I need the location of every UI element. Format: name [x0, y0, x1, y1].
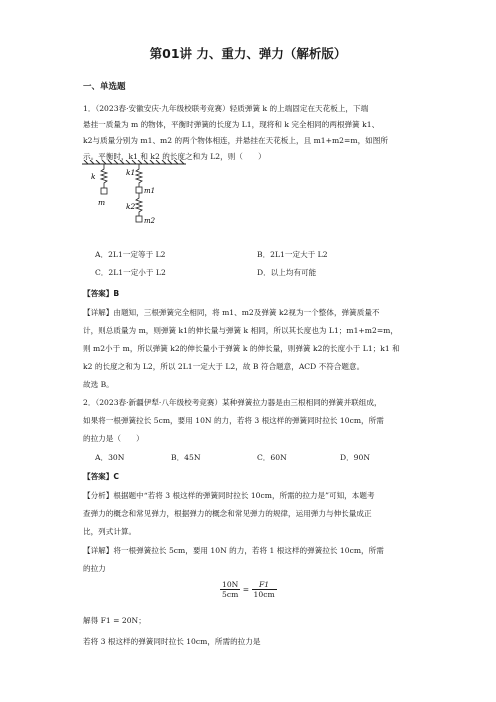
q2-analysis-line-1: 【分析】根据题中“若将 3 根这样的弹簧同时拉长 10cm，所需的拉力是”可知，本题考: [83, 491, 375, 500]
q2-stem-line-2: 如果将一根弹簧拉长 5cm，要用 10N 的力，若将 3 根这样的弹簧同时拉长 10cm，所需: [83, 416, 384, 425]
q1-stem-line-3: k2与质量分别为 m1、m2 的两个物体相连，并悬挂在天花板上，且 m1+m2=m，如图所: [83, 136, 388, 145]
q1-detail-line-2: 计，则总质量为 m，则弹簧 k1的伸长量与弹簧 k 相同，所以其长度也为 L1；m1+m2=m，: [83, 326, 398, 335]
label-k1: k1: [126, 168, 136, 177]
q1-answer: 【答案】B: [83, 289, 120, 298]
q2-option-a: A．30N: [95, 453, 125, 462]
label-k: k: [91, 172, 96, 181]
section-heading: 一、单选题: [83, 82, 126, 92]
spring-k: [101, 164, 107, 188]
mass-m1: [136, 187, 142, 193]
formula-den-right: 10cm: [253, 590, 275, 599]
q2-analysis-line-2: 查弹力的概念和常见弹力，根据弹力的概念和常见弹力的规律，运用弹力与伸长量成正: [83, 509, 372, 518]
label-m: m: [98, 198, 106, 207]
formula-num-left: 10N: [222, 580, 239, 589]
q2-answer: 【答案】C: [83, 472, 119, 481]
label-k2: k2: [126, 202, 136, 211]
q2-option-c: C．60N: [257, 453, 287, 462]
q2-stem-line-3: 的拉力是（ ）: [83, 434, 144, 443]
q1-option-a: A．2L1一定等于 L2: [95, 250, 166, 259]
formula-equals: =: [242, 585, 250, 594]
label-m2: m2: [144, 217, 156, 225]
mass-m: [101, 188, 107, 194]
q2-detail-line-1: 【详解】将一根弹簧拉长 5cm，要用 10N 的力，若将 1 根这样的弹簧拉长 10cm，所需: [83, 546, 384, 555]
q2-analysis-line-3: 比，列式计算。: [83, 527, 137, 536]
q1-detail-line-3: 则 m2小于 m，所以弹簧 k2的伸长量小于弹簧 k 的伸长量，则弹簧 k2的长度小于 L1；k1 和: [83, 344, 400, 353]
q1-option-b: B．2L1一定大于 L2: [257, 250, 328, 259]
spring-k1: [136, 164, 142, 187]
q1-option-c: C．2L1一定小于 L2: [95, 268, 166, 277]
label-m1: m1: [144, 187, 156, 195]
q1-stem-line-4: 示。平衡时，k1 和 k2 的长度之和为 L2，则（ ）: [83, 152, 266, 161]
formula-den-left: 5cm: [222, 590, 239, 599]
mass-m2: [136, 216, 142, 222]
q1-option-d: D．以上均有可能: [257, 268, 317, 277]
q1-detail-line-4: k2 的长度之和为 L2，所以 2L1一定大于 L2，故 B 符合题意，ACD 不符合题意。: [83, 362, 365, 371]
page-title: 第01讲 力、重力、弹力（解析版）: [149, 46, 347, 61]
spring-figure: [82, 160, 192, 245]
fraction-left: [220, 580, 240, 599]
q2-solve-line: 解得 F1 = 20N；: [83, 616, 146, 625]
q1-detail-line-5: 故选 B。: [83, 380, 114, 389]
q2-detail-line-2: 的拉力: [83, 564, 106, 573]
q2-option-d: D．90N: [340, 453, 370, 462]
q2-stem-line-1: 2．（2023春·新疆伊犁·八年级校考竞赛）某种弹簧拉力器是由三根相同的弹簧并联组成，: [83, 398, 382, 407]
formula-num-right: F1: [252, 580, 277, 590]
q1-detail-line-1: 【详解】由题知，三根弹簧完全相同，将 m1、m2及弹簧 k2视为一个整体，弹簧质量不: [83, 308, 380, 317]
proportion-formula: [220, 580, 277, 599]
ceiling-hatch: [82, 160, 186, 164]
q1-stem-line-2: 悬挂一质量为 m 的物体，平衡时弹簧的长度为 L1，现将和 k 完全相同的两根弹簧 k1、: [83, 120, 380, 129]
q2-last-line: 若将 3 根这样的弹簧同时拉长 10cm，所需的拉力是: [83, 637, 261, 646]
q2-option-b: B．45N: [171, 453, 201, 462]
fraction-right: [252, 580, 277, 599]
q1-stem-line-1: 1．（2023春·安徽安庆·九年级校联考竞赛）轻质弹簧 k 的上端固定在天花板上，下端: [83, 104, 369, 113]
spring-k2: [136, 193, 142, 216]
